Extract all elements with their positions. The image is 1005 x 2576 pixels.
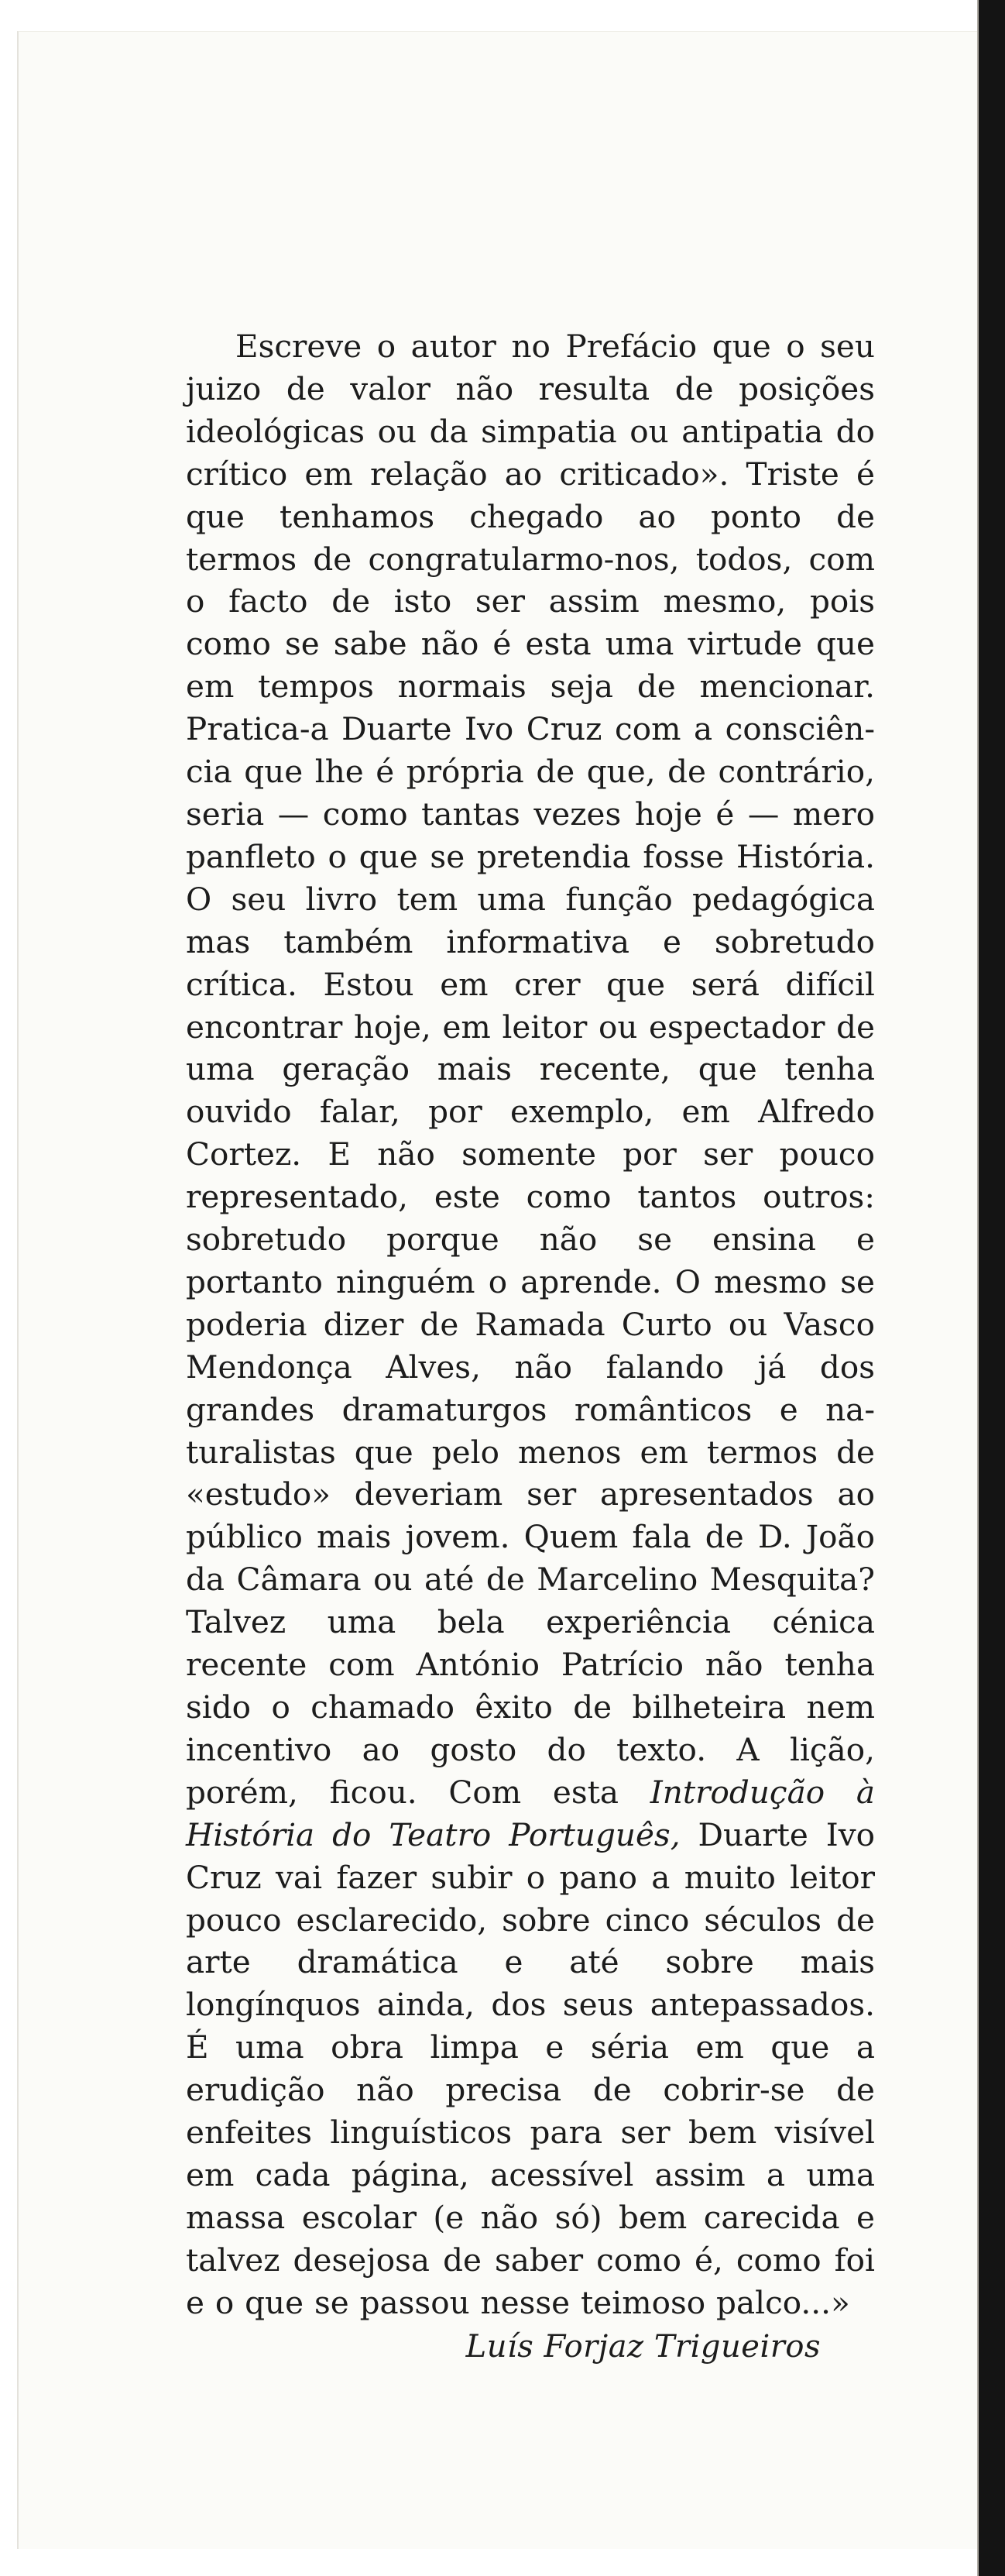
spine-edge-shadow [979, 0, 1005, 2576]
review-text-part1: Escreve o autor no Prefácio que o seu juizo de valor não resulta de posições ideológicas ou da simpatia ou antipatia do crítico em relação ao criticado». Triste é que tenhamos chegado ao ponto de termos de congratularmo-nos, todos, com o facto de isto ser assim mesmo, pois como se sabe não é esta uma virtude que em tempos normais seja de mencionar. Pratica-a Duarte Ivo Cruz com a consciência que lhe é própria de que, de contrário, seria — como tantas vezes hoje é — mero panfleto o que se pretendia fosse História. O seu livro tem uma função pedagógica mas também informativa e sobretudo crítica. Estou em crer que será difícil encontrar hoje, em leitor ou espectador de uma geração mais recente, que tenha ouvido falar, por exemplo, em Alfredo Cortez. E não somente por ser pouco representado, este como tantos outros: sobretudo porque não se ensina e portanto ninguém o aprende. O mesmo se poderia dizer de Ramada Curto ou Vasco Mendonça Alves, não falando já dos grandes dramaturgos românticos e naturalistas que pelo menos em termos de «estudo» deveriam ser apresentados ao público mais jovem. Quem fala de D. João da Câmara ou até de Marcelino Mesquita? Talvez uma bela experiência cénica recente com António Patrício não tenha sido o chamado êxito de bilheteira nem incentivo ao gosto do texto. A lição, porém, ficou. Com esta [186, 328, 875, 1811]
review-author-signature: Luís Forjaz Trigueiros [465, 2329, 821, 2365]
review-blurb [186, 325, 875, 2324]
book-title: Introdução à História do Teatro Português, [186, 1773, 875, 1853]
review-text-part2: Duarte Ivo Cruz vai fazer subir o pano a muito leitor pouco esclarecido, sobre cinco séculos de arte dramática e até sobre mais longínquos ainda, dos seus antepassados. É uma obra limpa e séria em que a erudição não precisa de cobrir-se de enfeites linguísticos para ser bem visível em cada página, acessível assim a uma massa escolar (e não só) bem carecida e talvez desejosa de saber como é, como foi e o que se passou nesse teimoso palco...» [186, 1815, 875, 2321]
review-paragraph [186, 325, 875, 2324]
